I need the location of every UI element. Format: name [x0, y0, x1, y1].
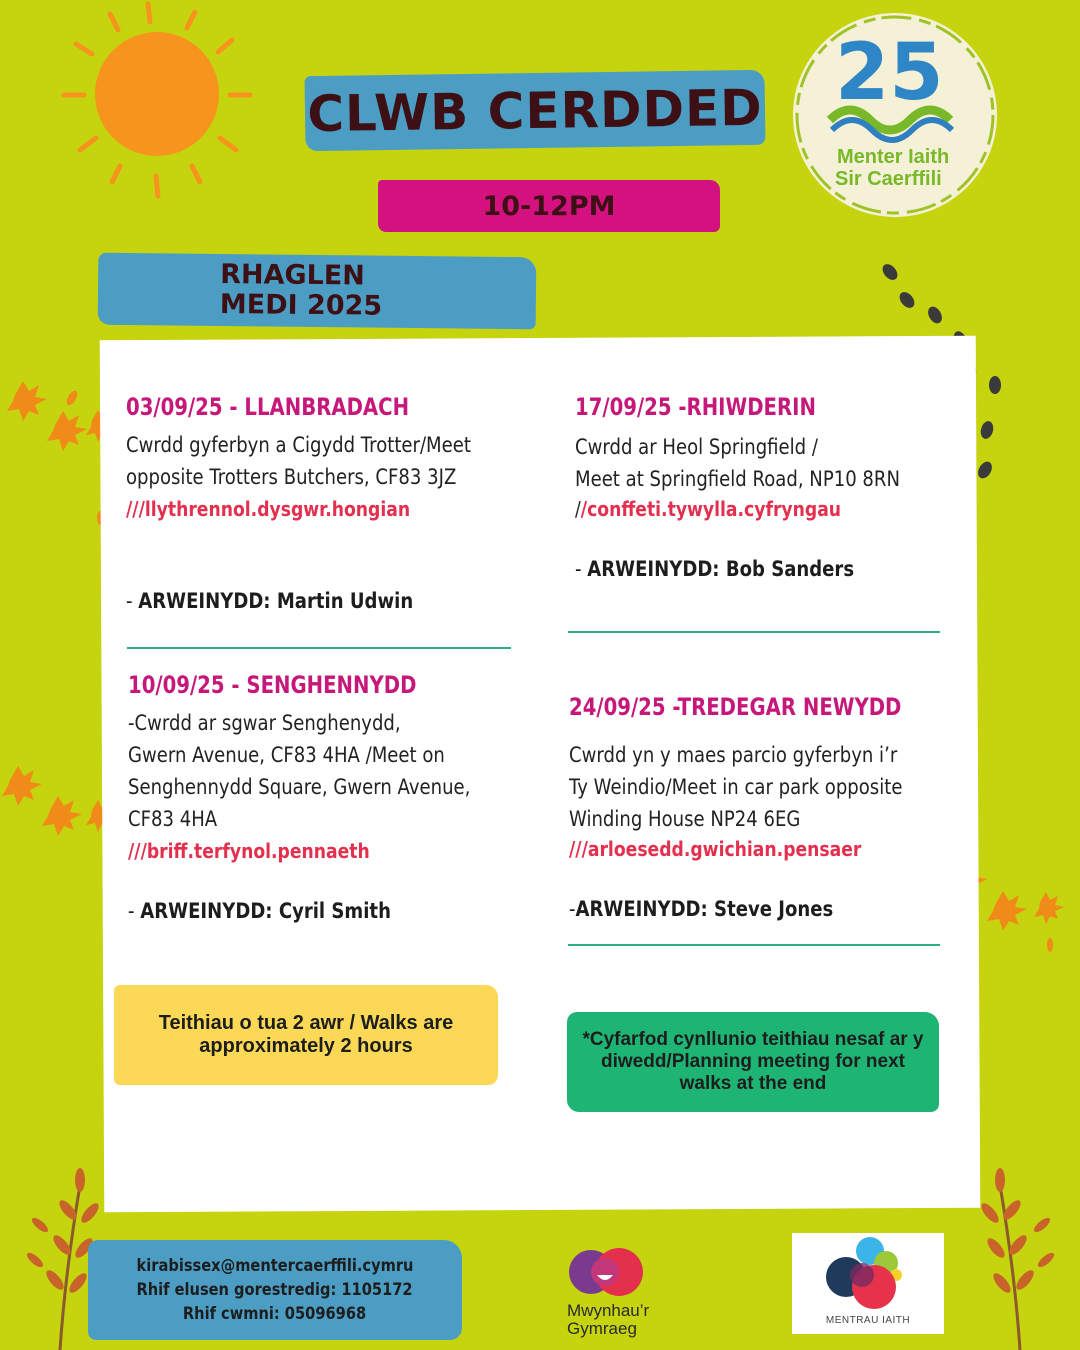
entry-title: 10/09/25 - SENGHENNYDD [128, 671, 417, 699]
entry-line: Senghennydd Square, Gwern Avenue, [128, 775, 471, 799]
link-prefix: / [575, 497, 581, 521]
mwynhau-line1: Mwynhau’r [567, 1301, 650, 1320]
entry-line: Cwrdd yn y maes parcio gyferbyn i’r [569, 743, 898, 767]
divider [568, 631, 940, 633]
programme-line2: MEDI 2025 [219, 288, 383, 322]
entry-line: opposite Trotters Butchers, CF83 3JZ [126, 465, 457, 489]
entry-line: Cwrdd ar Heol Springfield / [575, 435, 818, 459]
entry-leader [126, 589, 461, 613]
what3words-link[interactable]: ///arloesedd.gwichian.pensaer [569, 837, 862, 861]
divider [127, 647, 511, 649]
company-number: Rhif cwmni: 05096968 [183, 1304, 367, 1324]
page-title: CLWB CERDDED [306, 78, 764, 143]
mwynhau-logo-icon [567, 1245, 647, 1300]
leader-prefix: - [575, 557, 588, 581]
entry-title: 03/09/25 - LLANBRADACH [126, 393, 410, 421]
entry-title: 24/09/25 -TREDEGAR NEWYDD [569, 693, 902, 721]
entry-line: Winding House NP24 6EG [569, 807, 801, 831]
programme-banner [98, 253, 537, 330]
mentrau-iaith-logo [792, 1233, 944, 1334]
entry-leader [575, 557, 902, 581]
mwynhau-text [567, 1302, 649, 1338]
mwynhau-line2: Gymraeg [567, 1319, 637, 1338]
leader-label: ARWEINYDD: Cyril Smith [140, 899, 391, 923]
wheat-branch-icon [970, 1165, 1070, 1350]
entry-line: Ty Weindio/Meet in car park opposite [569, 775, 903, 799]
leader-label: ARWEINYDD: Martin Udwin [138, 589, 414, 613]
leader-label: ARWEINYDD: Bob Sanders [587, 557, 855, 581]
entry-line: CF83 4HA [128, 807, 218, 831]
entry-tredegar [569, 693, 949, 921]
entry-line: Cwrdd gyferbyn a Cigydd Trotter/Meet [126, 433, 471, 457]
entry-title: 17/09/25 -RHIWDERIN [575, 393, 816, 421]
planning-text: *Cyfarfod cynllunio teithiau nesaf ar y diwedd/Planning meeting for next walks at the end [582, 1029, 924, 1094]
entry-senghennydd [128, 671, 518, 923]
leader-prefix: - [128, 899, 141, 923]
programme-line1: RHAGLEN [220, 258, 366, 292]
what3words-link[interactable] [575, 497, 902, 521]
leader-label: ARWEINYDD: Steve Jones [575, 897, 834, 921]
duration-text: Teithiau o tua 2 awr / Walks are approximately 2 hours [158, 1012, 454, 1057]
link-text: /conffeti.tywylla.cyfryngau [580, 497, 842, 521]
contact-box [88, 1240, 462, 1340]
logo-number: 25 [835, 28, 944, 118]
email-link[interactable]: kirabissex@mentercaerffili.cymru [136, 1256, 414, 1276]
logo-line1: Menter Iaith [837, 146, 950, 168]
duration-note [114, 985, 498, 1085]
title-banner [304, 70, 765, 151]
mentrau-text: MENTRAU IAITH [825, 1315, 911, 1326]
entry-leader [569, 897, 896, 921]
entry-line: Gwern Avenue, CF83 4HA /Meet on [128, 743, 445, 767]
entry-leader [128, 899, 463, 923]
entry-line: Meet at Springfield Road, NP10 8RN [575, 467, 900, 491]
mentrau-iaith-logo-icon [822, 1235, 912, 1315]
time-banner [378, 180, 720, 232]
divider [568, 944, 940, 946]
what3words-link[interactable]: ///briff.terfynol.pennaeth [128, 839, 370, 863]
leader-prefix: - [569, 897, 576, 921]
leader-prefix: - [126, 589, 139, 613]
planning-note [567, 1012, 939, 1112]
logo-line2: Sir Caerffili [835, 168, 942, 190]
charity-number: Rhif elusen gorestredig: 1105172 [136, 1280, 414, 1300]
what3words-link[interactable]: ///llythrennol.dysgwr.hongian [126, 497, 411, 521]
entry-llanbradach [126, 393, 516, 613]
time-label: 10-12PM [482, 190, 616, 222]
sun-icon [40, 0, 290, 230]
menter-iaith-logo [790, 10, 1000, 220]
entry-line: -Cwrdd ar sgwar Senghenydd, [128, 711, 401, 735]
entry-rhiwderin [575, 393, 955, 581]
